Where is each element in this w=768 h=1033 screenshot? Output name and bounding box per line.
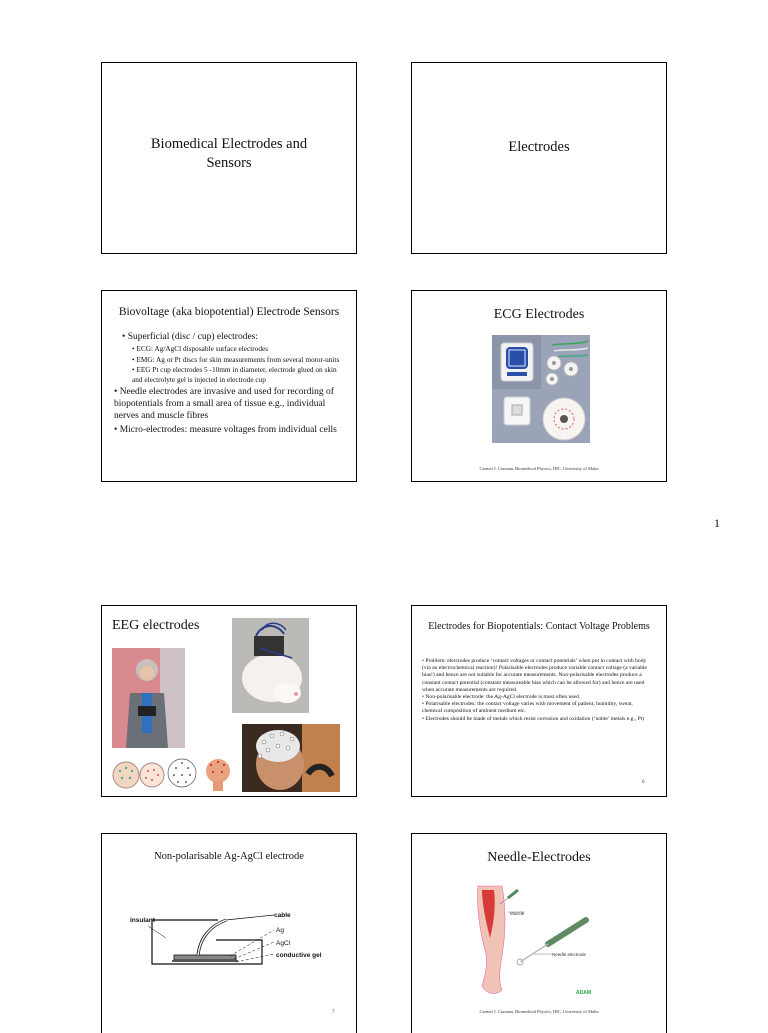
adam-logo: ADAM <box>576 990 591 996</box>
paragraph: • Non-polarisable electrode: the Ag-AgCl electrode is most often used. <box>422 694 581 701</box>
label-insulant: insulant <box>130 917 155 924</box>
slide-title: ECG Electrodes <box>493 307 585 322</box>
eeg-cap-photo <box>242 724 340 792</box>
bullet: • EEG Pt cup electrodes 5 -10mm in diameter, electrode glued on skin and electrolyte gel is injected in electrode cup <box>132 365 337 384</box>
slide-title: Non-polarisable Ag-AgCl electrode <box>154 851 304 862</box>
slide-title: Needle-Electrodes <box>487 850 591 865</box>
slide-page-number: 7 <box>332 1010 335 1015</box>
slide-title: Electrodes <box>508 139 570 155</box>
bullet: • Needle electrodes are invasive and used for recording of biopotentials from a small area of tissue e.g., individual nerves and muscle fibres <box>114 387 334 421</box>
slide-title: EEG electrodes <box>112 618 200 633</box>
slide-3 <box>101 290 357 482</box>
paragraph: • Polarisable electrodes: the contact voltage varies with movement of patient, humidity, sweat, chemical composition of ambient medium etc. <box>422 701 633 715</box>
bullet: • EMG: Ag or Pt discs for skin measurements from several motor-units <box>132 354 340 364</box>
slide-1 <box>101 62 357 254</box>
slide-body <box>422 658 654 723</box>
bullet: • ECG: Ag/AgCl disposable surface electrodes <box>132 344 269 353</box>
bullet: • Superficial (disc / cup) electrodes: <box>122 332 259 342</box>
label-agcl: AgCl <box>276 940 291 947</box>
needle-electrode-illustration <box>472 882 612 1000</box>
slide-title: Electrodes for Biopotentials: Contact Voltage Problems <box>428 621 650 632</box>
ag-agcl-electrode-diagram <box>126 908 336 974</box>
slide-footer: Carmel J. Caruana, Biomedical Physics, IHC, University of Malta <box>479 466 599 471</box>
eeg-rat-photo <box>232 618 309 713</box>
bullet-list <box>114 329 346 436</box>
slide-7 <box>101 833 357 1033</box>
label-cable: cable <box>274 912 291 919</box>
slide-2 <box>411 62 667 254</box>
slide-title: Biomedical Electrodes and Sensors <box>150 136 308 171</box>
slide-6 <box>411 605 667 797</box>
eeg-electrode-placement-diagram <box>110 751 240 793</box>
slide-8 <box>411 833 667 1033</box>
label-muscle: Muscle <box>510 911 525 916</box>
ecg-electrodes-photo <box>492 335 590 443</box>
bullet: • Micro-electrodes: measure voltages from individual cells <box>114 425 337 435</box>
label-needle-electrode: Needle electrode <box>552 952 587 957</box>
eeg-woman-photo <box>112 648 185 748</box>
label-conductive-gel: conductive gel <box>276 952 322 959</box>
slide-title: Biovoltage (aka biopotential) Electrode Sensors <box>118 306 340 318</box>
slide-page-number: 6 <box>642 780 645 785</box>
paragraph: • Problem: electrodes produce ‘contact voltages or contact potentials’ when put in contact with body (via an electrochemical reaction)! Polarisable electrodes produce variable contact voltage (a variable bias!) and hence are not suitable for accurate measurements. Non-polarisable electrodes produce a constant contact potential (constant measureable bias which can be allowed for) and hence are used when accurate measurements are required. <box>422 658 648 693</box>
slide-5 <box>101 605 357 797</box>
page-number: 1 <box>714 516 720 530</box>
paragraph: • Electrodes should be made of metals which resist corrosion and oxidation (‘noble’ metals e.g., Pt) <box>422 715 645 722</box>
slide-4 <box>411 290 667 482</box>
slide-footer: Carmel J. Caruana, Biomedical Physics, IHC, University of Malta <box>479 1009 599 1014</box>
label-ag: Ag <box>276 927 284 934</box>
